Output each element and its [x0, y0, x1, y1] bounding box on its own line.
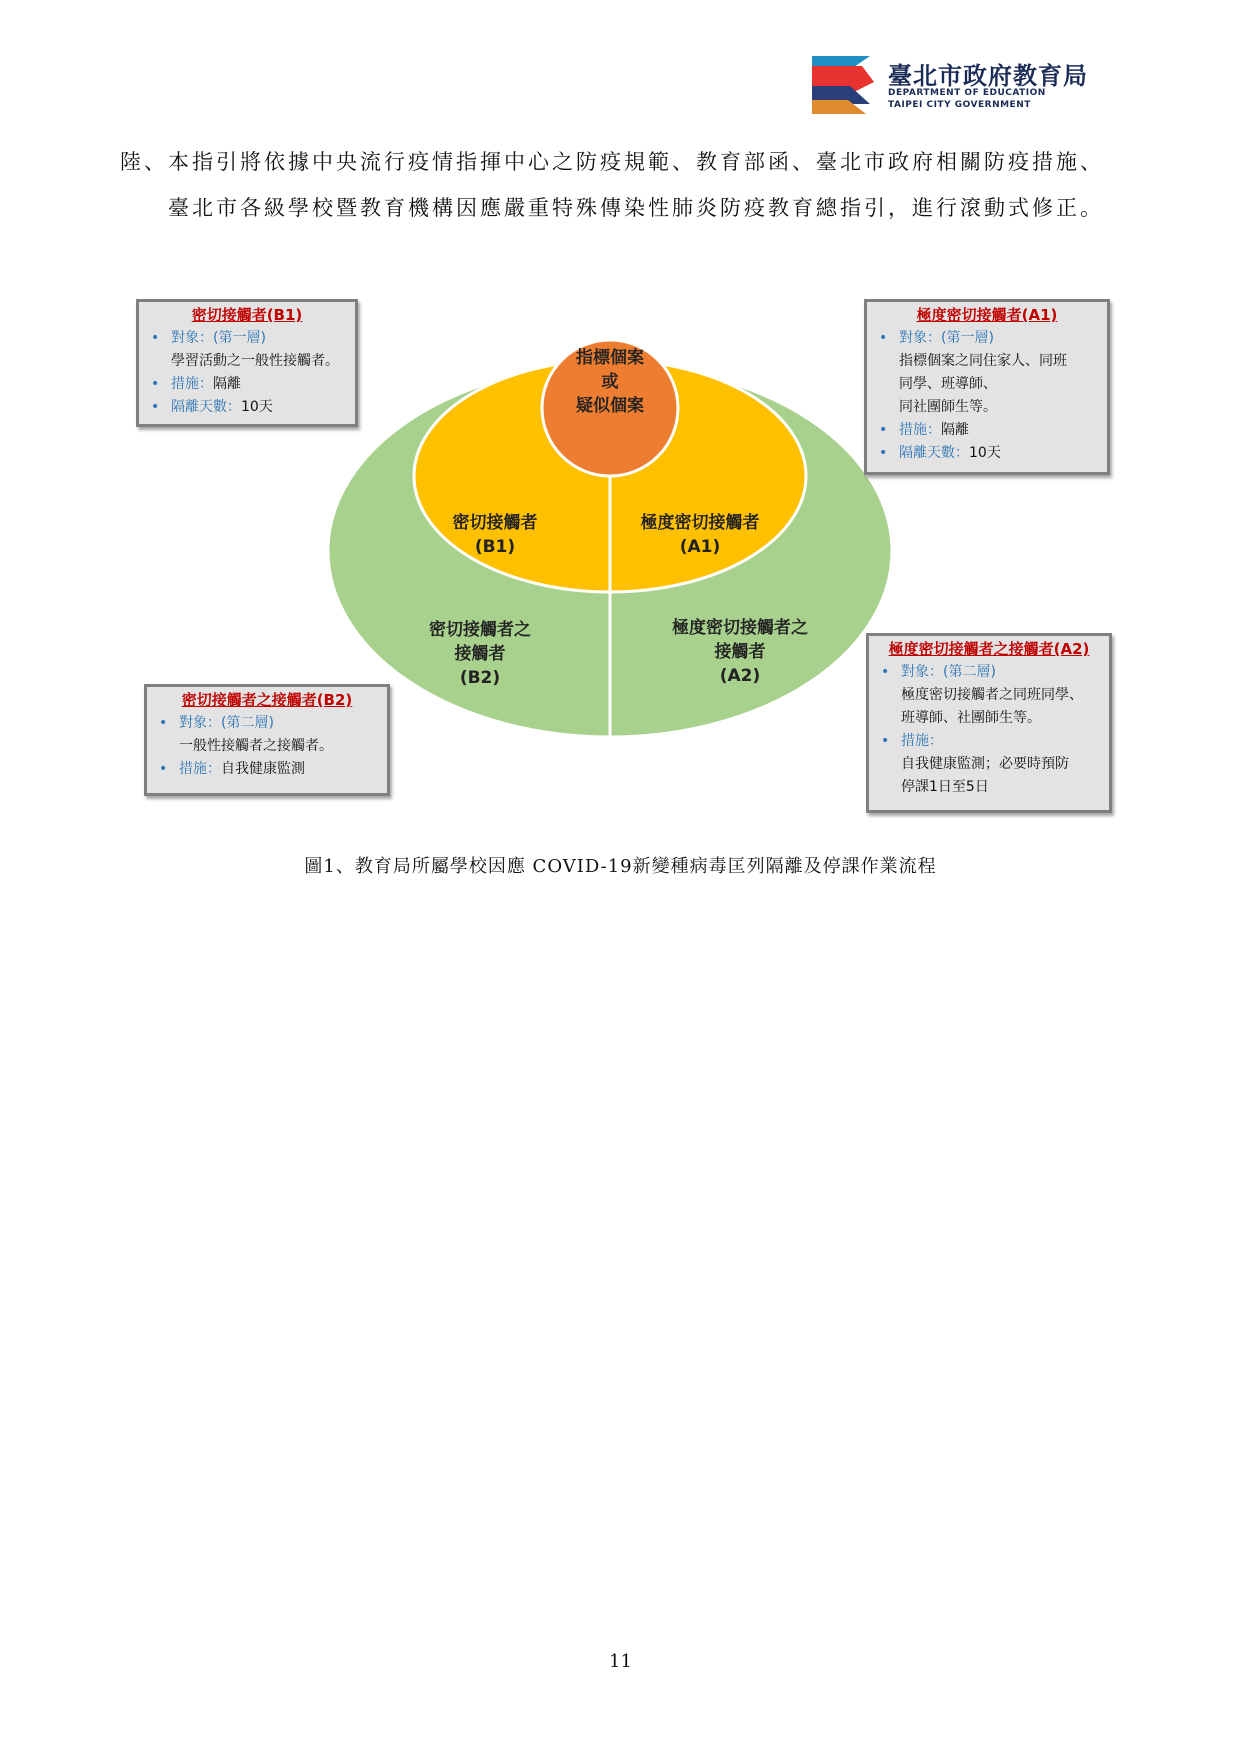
a1-measure-label: 措施： — [899, 422, 941, 438]
bullet-icon: • — [879, 422, 888, 438]
b1-target-detail: 學習活動之一般性接觸者。 — [171, 353, 339, 369]
logo-subtitle-en-1: DEPARTMENT OF EDUCATION — [888, 88, 1046, 98]
center-label-line-1: 指標個案 — [576, 348, 644, 368]
b1-target-row — [147, 327, 347, 350]
b2-measure-value: 自我健康監測 — [221, 761, 305, 777]
b1-measure-value: 隔離 — [213, 376, 241, 392]
bullet-icon: • — [151, 399, 160, 415]
b2-target-row — [155, 712, 379, 735]
figure-caption: 圖1、教育局所屬學校因應 COVID-19新變種病毒匡列隔離及停課作業流程 — [304, 856, 937, 877]
bullet-icon: • — [881, 664, 890, 680]
a1-target-row — [875, 327, 1099, 350]
a2-target-row — [877, 661, 1101, 684]
b2-measure-row — [155, 758, 379, 781]
b1-info-box — [136, 299, 358, 427]
a1-target-detail-1: 指標個案之同住家人、同班 — [899, 353, 1067, 369]
page-number: 11 — [609, 1651, 632, 1672]
b1-box-title: 密切接觸者(B1) — [191, 306, 303, 324]
bullet-icon: • — [879, 330, 888, 346]
logo-mark-icon — [808, 52, 878, 118]
a1-days-value: 10天 — [969, 445, 1001, 461]
logo-subtitle-en-2: TAIPEI CITY GOVERNMENT — [888, 100, 1031, 110]
b2-target-detail: 一般性接觸者之接觸者。 — [179, 738, 333, 754]
a2-target-value: (第二層) — [943, 664, 996, 680]
a1-measure-row — [875, 419, 1099, 442]
b2-region-label — [410, 618, 550, 690]
center-label-line-2: 或 — [601, 372, 619, 392]
b1-region-label-line-1: 密切接觸者 — [452, 513, 538, 533]
a2-region-label-line-3: (A2) — [719, 666, 761, 686]
center-label-line-3: 疑似個案 — [576, 396, 644, 416]
b2-target-label: 對象： — [179, 715, 221, 731]
a2-info-box — [866, 633, 1112, 813]
b1-measure-row — [147, 373, 347, 396]
a1-target-detail-3: 同社團師生等。 — [899, 399, 997, 415]
bullet-icon: • — [159, 715, 168, 731]
a1-box-title: 極度密切接觸者(A1) — [916, 306, 1058, 324]
b2-region-label-line-3: (B2) — [459, 668, 501, 688]
b2-region-label-line-2: 接觸者 — [454, 644, 506, 664]
paragraph-line-2: 臺北市各級學校暨教育機構因應嚴重特殊傳染性肺炎防疫教育總指引，進行滾動式修正。 — [168, 196, 1104, 220]
b1-days-row — [147, 396, 347, 419]
a1-region-label-line-1: 極度密切接觸者 — [640, 513, 760, 533]
a1-region-label — [610, 511, 790, 559]
a2-target-label: 對象： — [901, 664, 943, 680]
a1-target-detail-2: 同學、班導師、 — [899, 376, 997, 392]
a1-target-value: (第一層) — [941, 330, 994, 346]
department-logo — [808, 52, 1128, 118]
b1-target-label: 對象： — [171, 330, 213, 346]
b1-days-label: 隔離天數： — [171, 399, 241, 415]
a2-measure-row — [877, 730, 1101, 753]
a1-measure-value: 隔離 — [941, 422, 969, 438]
a1-days-row — [875, 442, 1099, 465]
center-label — [535, 346, 685, 418]
a2-target-detail-1: 極度密切接觸者之同班同學、 — [901, 687, 1083, 703]
bullet-icon: • — [151, 376, 160, 392]
a2-measure-detail-2: 停課1日至5日 — [901, 779, 989, 795]
a2-region-label-line-1: 極度密切接觸者之 — [672, 618, 808, 638]
logo-title: 臺北市政府教育局 — [888, 62, 1088, 90]
b2-measure-label: 措施： — [179, 761, 221, 777]
a1-info-box — [864, 299, 1110, 475]
a2-region-label-line-2: 接觸者 — [714, 642, 766, 662]
paragraph-line-1: 陸、本指引將依據中央流行疫情指揮中心之防疫規範、教育部函、臺北市政府相關防疫措施、 — [120, 150, 1104, 174]
a2-measure-label: 措施： — [901, 733, 943, 749]
b1-target-value: (第一層) — [213, 330, 266, 346]
a1-region-label-line-2: (A1) — [679, 537, 721, 557]
a2-region-label — [650, 616, 830, 688]
b2-target-value: (第二層) — [221, 715, 274, 731]
a1-target-label: 對象： — [899, 330, 941, 346]
b2-box-title: 密切接觸者之接觸者(B2) — [181, 691, 353, 709]
b1-measure-label: 措施： — [171, 376, 213, 392]
bullet-icon: • — [879, 445, 888, 461]
a2-box-title: 極度密切接觸者之接觸者(A2) — [888, 640, 1090, 658]
b1-region-label-line-2: (B1) — [474, 537, 516, 557]
contact-tier-diagram — [130, 296, 1130, 836]
a2-measure-detail-1: 自我健康監測；必要時預防 — [901, 756, 1069, 772]
b1-days-value: 10天 — [241, 399, 273, 415]
b1-region-label — [430, 511, 560, 559]
b2-info-box — [144, 684, 390, 796]
bullet-icon: • — [151, 330, 160, 346]
bullet-icon: • — [881, 733, 890, 749]
b2-region-label-line-1: 密切接觸者之 — [429, 620, 531, 640]
a2-target-detail-2: 班導師、社團師生等。 — [901, 710, 1041, 726]
a1-days-label: 隔離天數： — [899, 445, 969, 461]
bullet-icon: • — [159, 761, 168, 777]
